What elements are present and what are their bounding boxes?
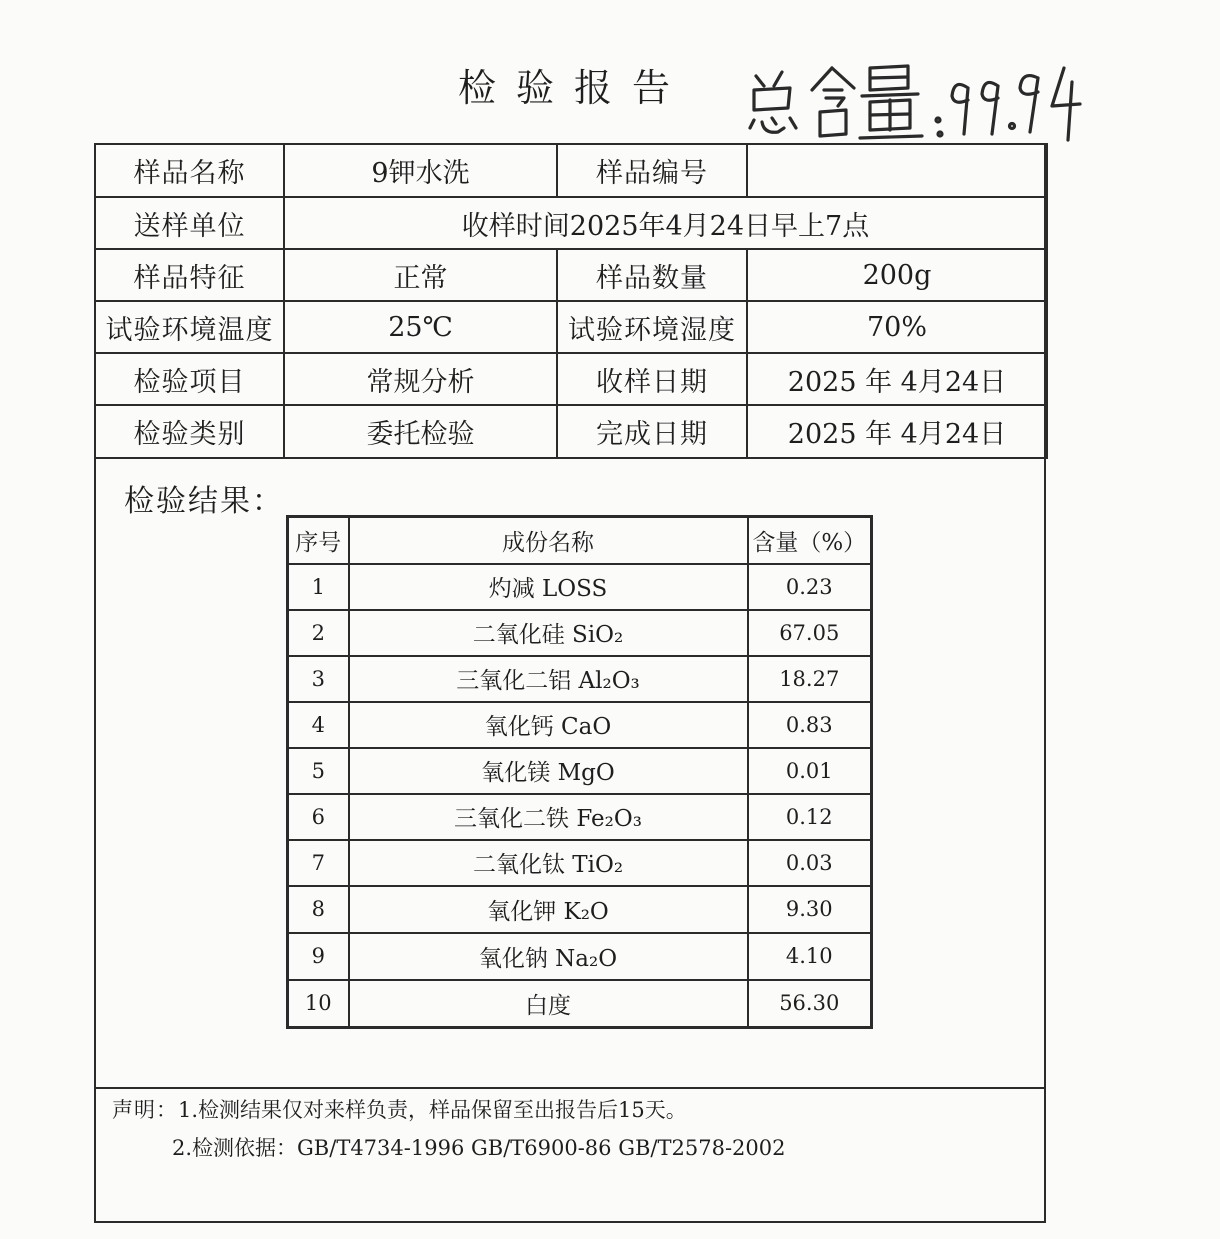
row-content: 0.03 [748,840,872,886]
table-row [288,610,872,656]
row-content: 9.30 [748,886,872,933]
table-row [288,886,872,933]
report-title: 检验报告 [458,66,691,110]
temperature-label: 试验环境温度 [95,301,284,353]
test-category-value: 委托检验 [284,405,557,458]
sample-name-label: 样品名称 [95,144,284,197]
row-component: 三氧化二铁 Fe₂O₃ [349,794,748,840]
row-component: 氧化镁 MgO [349,748,748,794]
humidity-value: 70% [747,301,1047,353]
feature-label: 样品特征 [95,249,284,301]
row-content: 0.23 [748,564,872,610]
row-component: 三氧化二铝 Al₂O₃ [349,656,748,702]
temperature-value: 25℃ [284,301,557,353]
row-no: 1 [288,564,349,610]
row-content: 18.27 [748,656,872,702]
row-component: 氧化钠 Na₂O [349,933,748,980]
test-item-label: 检验项目 [95,353,284,405]
statement-text-1: 1.检测结果仅对来样负责，样品保留至出报告后15天。 [178,1098,687,1122]
sender-label: 送样单位 [95,197,284,249]
row-no: 3 [288,656,349,702]
column-header-no: 序号 [288,517,349,564]
finish-date-label: 完成日期 [557,405,747,458]
table-row [288,564,872,610]
results-heading: 检验结果： [124,484,284,519]
row-no: 4 [288,702,349,748]
row-content: 67.05 [748,610,872,656]
table-row [288,933,872,980]
table-row [288,656,872,702]
results-table [286,515,873,1029]
handwritten-total-note [738,48,1098,144]
row-no: 5 [288,748,349,794]
receive-date-value: 2025 年 4月24日 [747,353,1047,405]
finish-date-value: 2025 年 4月24日 [747,405,1047,458]
quantity-label: 样品数量 [557,249,747,301]
sample-name-value: 9钾水洗 [284,144,557,197]
column-header-content: 含量（%） [748,517,872,564]
row-component: 二氧化钛 TiO₂ [349,840,748,886]
table-row [288,702,872,748]
table-row [288,794,872,840]
row-component: 二氧化硅 SiO₂ [349,610,748,656]
test-item-value: 常规分析 [284,353,557,405]
row-no: 6 [288,794,349,840]
sender-value: 收样时间2025年4月24日早上7点 [284,197,1047,249]
receive-date-label: 收样日期 [557,353,747,405]
row-component: 灼减 LOSS [349,564,748,610]
sample-no-label: 样品编号 [557,144,747,197]
table-row [288,840,872,886]
statement-line-2: 2.检测依据：GB/T4734-1996 GB/T6900-86 GB/T2578-2002 [172,1136,786,1160]
row-component: 白度 [349,980,748,1028]
row-content: 56.30 [748,980,872,1028]
row-no: 2 [288,610,349,656]
row-no: 8 [288,886,349,933]
row-no: 7 [288,840,349,886]
table-row [288,980,872,1028]
row-content: 0.12 [748,794,872,840]
test-category-label: 检验类别 [95,405,284,458]
feature-value: 正常 [284,249,557,301]
statement-divider [94,1087,1046,1089]
row-content: 0.01 [748,748,872,794]
humidity-label: 试验环境湿度 [557,301,747,353]
row-component: 氧化钾 K₂O [349,886,748,933]
column-header-name: 成份名称 [349,517,748,564]
statement-line-1 [112,1093,687,1127]
row-no: 9 [288,933,349,980]
quantity-value: 200g [747,249,1047,301]
statement-label: 声明： [112,1098,178,1122]
row-no: 10 [288,980,349,1028]
sample-info-table [94,143,1048,459]
table-row [288,748,872,794]
sample-no-value [747,144,1047,197]
row-component: 氧化钙 CaO [349,702,748,748]
row-content: 4.10 [748,933,872,980]
row-content: 0.83 [748,702,872,748]
